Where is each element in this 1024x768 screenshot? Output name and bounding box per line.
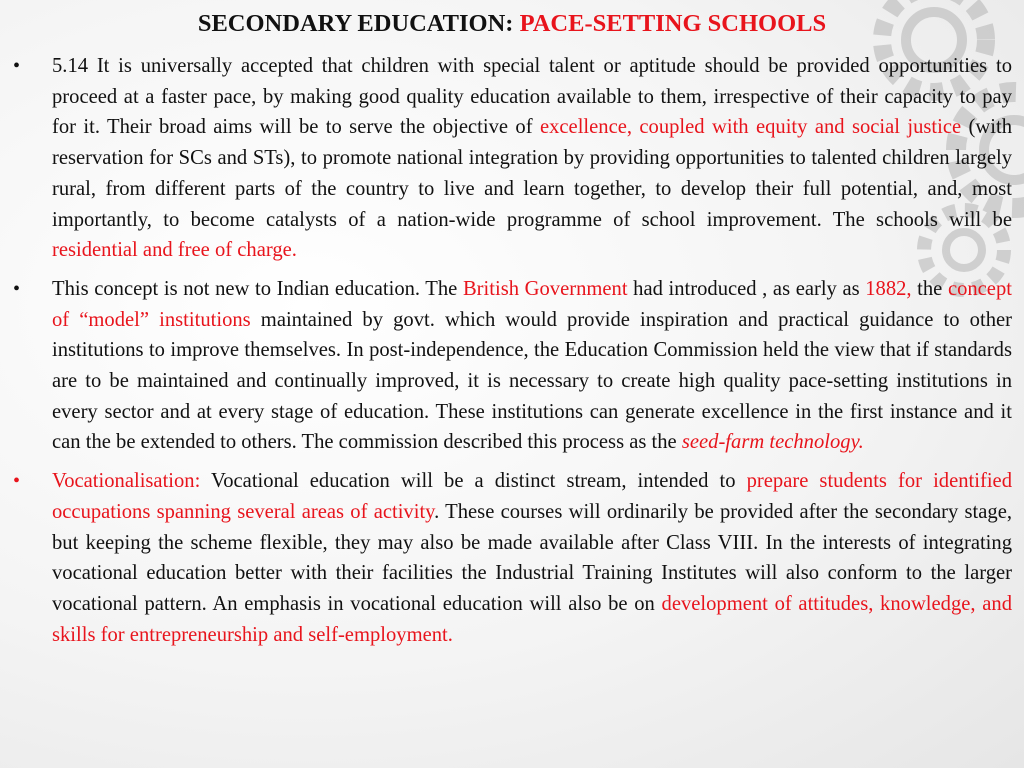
text-run: This concept is not new to Indian education. The — [52, 277, 463, 300]
paragraph-text — [52, 274, 1012, 458]
bullet-icon: • — [13, 55, 21, 77]
highlight-run: excellence, coupled with equity and social justice — [539, 116, 962, 139]
highlight-run: 1882, — [865, 277, 912, 300]
bullet-icon: • — [13, 470, 21, 493]
bullet-item-model-institutions — [0, 274, 1024, 458]
paragraph-text — [52, 466, 1012, 650]
text-run: had introduced , as early as — [627, 277, 866, 300]
highlight-run: prepare students for identified occupations spanning several areas of activity — [52, 470, 1012, 523]
highlight-run: Vocationalisation: — [52, 470, 212, 493]
slide-content — [0, 51, 1024, 658]
highlight-run: residential and free of charge. — [52, 239, 297, 262]
highlight-run: development of attitudes, knowledge, and skills for entrepreneurship and self-employment. — [52, 592, 1012, 646]
text-run: 5.14 It is universally accepted that children with special talent or aptitude should be provided opportunities to proceed at a faster pace, by making good quality education available to them, irrespective of their capacity to pay for it. Their broad aims will be to serve the objective of — [52, 55, 1012, 139]
highlight-run: seed-farm technology. — [681, 431, 864, 454]
text-run: (with reservation for SCs and STs), to promote national integration by providing opportunities to talented children largely rural, from different parts of the country to live and learn together, to develop their full potential, and, most importantly, to become catalysts of a nation-wide programme of school improvement. The schools will be — [52, 116, 1012, 231]
text-run: Vocational education will be a distinct stream, intended to — [211, 470, 747, 493]
text-run: maintained by govt. which would provide inspiration and practical guidance to other institutions to improve themselves. In post-independence, the Education Commission held the view that if standards are to be maintained and continually improved, it is necessary to create high quality pace-setting institutions in every sector and at every stage of education. These institutions can generate excellence in the first instance and it can the be extended to others. The commission described this process as the — [52, 308, 1012, 454]
bullet-item-vocationalisation — [0, 466, 1024, 650]
paragraph-text — [52, 51, 1012, 266]
highlight-run: British Government — [462, 277, 628, 300]
highlight-run: concept of “model” institutions — [52, 277, 1012, 331]
bullet-icon: • — [13, 277, 21, 300]
text-run: the — [911, 277, 948, 300]
slide-title — [0, 10, 1024, 38]
title-main: SECONDARY EDUCATION: — [197, 10, 520, 37]
bullet-item-pace-setting-schools — [0, 51, 1024, 266]
text-run: . These courses will ordinarily be provided after the secondary stage, but keeping the scheme flexible, they may also be made available after Class VIII. In the interests of integrating vocational education better with their facilities the Industrial Training Institutes will also conform to the larger vocational pattern. An emphasis in vocational education will also be on — [52, 500, 1013, 615]
title-highlight: PACE-SETTING SCHOOLS — [519, 10, 827, 37]
